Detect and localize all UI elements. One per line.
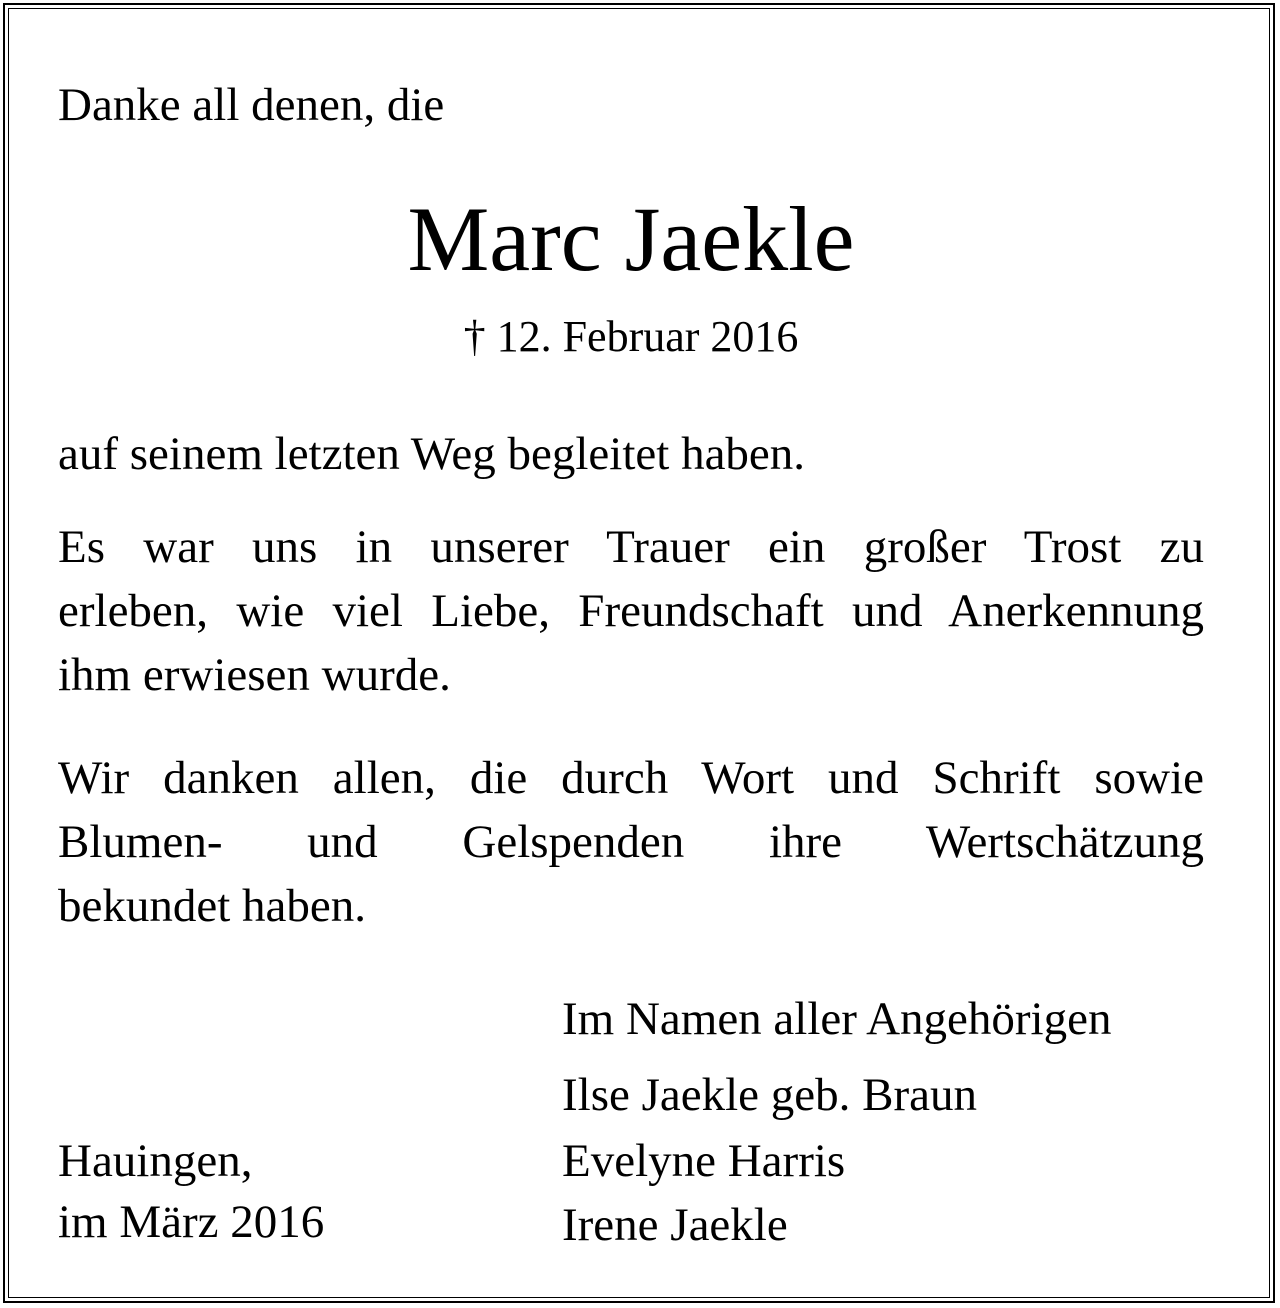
paragraph-line: Blumen- und Gelspenden ihre Wertschätzung [58,816,1204,868]
paragraph-line: bekundet haben. [58,880,367,932]
paragraph-line: ihm erwiesen wurde. [58,649,451,701]
deceased-name: Marc Jaekle [407,188,855,290]
signer-name: Evelyne Harris [562,1135,846,1187]
signature-intro: Im Namen aller Angehörigen [562,993,1112,1045]
place-text: Hauingen, [58,1135,253,1187]
intro-text: Danke all denen, die [58,79,445,131]
paragraph-line: Wir danken allen, die durch Wort und Schrift sowie [58,752,1204,804]
follow-text: auf seinem letzten Weg begleitet haben. [58,428,806,480]
paragraph-line: Es war uns in unserer Trauer ein großer Trost zu [58,521,1204,573]
signer-list [562,1063,977,1257]
death-date: † 12. Februar 2016 [463,312,799,361]
signer-name: Irene Jaekle [562,1199,788,1251]
thanks-paragraph-2 [58,746,1204,938]
thanks-paragraph-1 [58,515,1204,707]
paragraph-line: erleben, wie viel Liebe, Freundschaft und Anerkennung [58,585,1204,637]
date-text: im März 2016 [58,1196,325,1248]
signer-name: Ilse Jaekle geb. Braun [562,1069,978,1121]
